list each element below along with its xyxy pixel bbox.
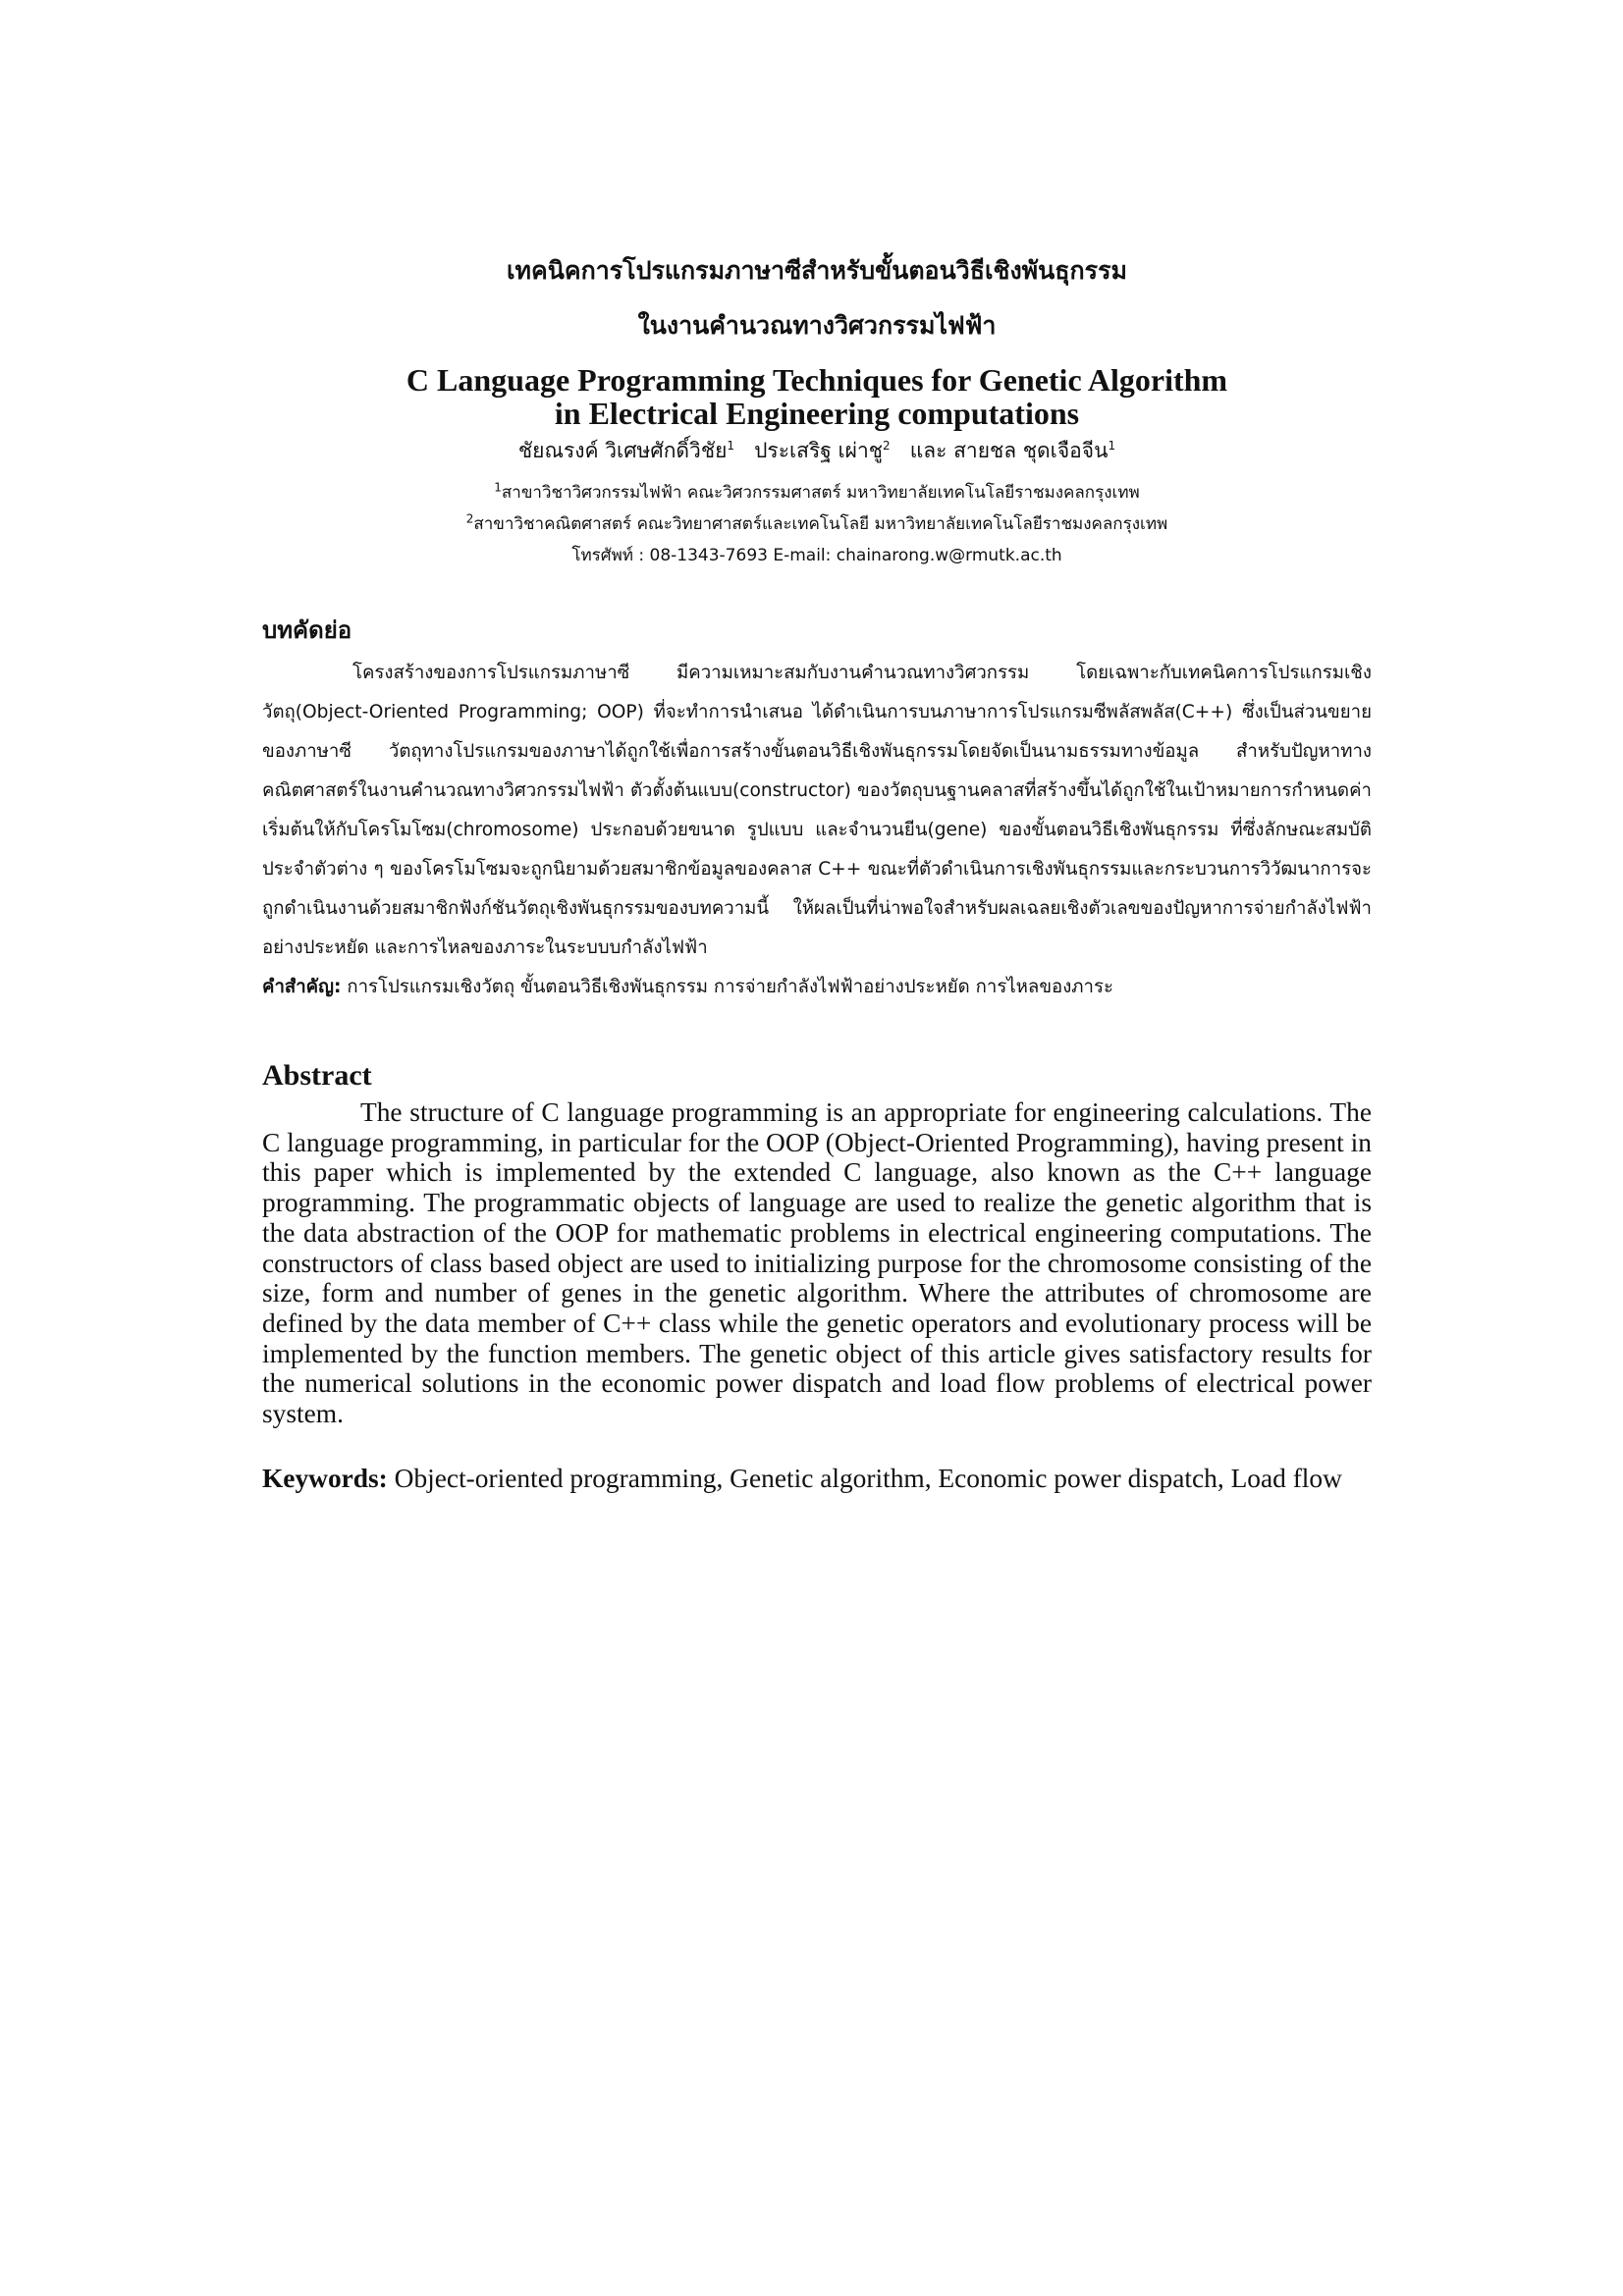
affiliation-2 xyxy=(262,508,1372,540)
thai-abstract-heading: บทคัดย่อ xyxy=(262,616,352,644)
affiliation-number: 1 xyxy=(494,480,502,495)
author-affiliation-mark: 2 xyxy=(883,439,891,453)
affiliation-text: สาขาวิชาคณิตศาสตร์ คณะวิทยาศาสตร์และเทคโนโลยี มหาวิทยาลัยเทคโนโลยีราชมงคลกรุงเทพ xyxy=(473,514,1168,534)
english-abstract-heading: Abstract xyxy=(262,1059,372,1092)
thai-title-line-2: ในงานคำนวณทางวิศวกรรมไฟฟ้า xyxy=(637,311,997,340)
affiliation-number: 2 xyxy=(465,511,474,526)
affiliation-text: สาขาวิชาวิศวกรรมไฟฟ้า คณะวิศวกรรมศาสตร์ มหาวิทยาลัยเทคโนโลยีราชมงคลกรุงเทพ xyxy=(501,483,1140,503)
author-affiliation-mark: 1 xyxy=(727,439,735,453)
thai-keywords-text: การโปรแกรมเชิงวัตถุ ขั้นตอนวิธีเชิงพันธุกรรม การจ่ายกำลังไฟฟ้าอย่างประหยัด การไหลของภาระ xyxy=(347,977,1113,997)
english-keywords-label: Keywords: xyxy=(262,1463,388,1493)
author-name: ชัยณรงค์ วิเศษศักดิ์วิชัย xyxy=(517,439,728,462)
english-keywords xyxy=(262,1463,1372,1494)
english-title-line-1: C Language Programming Techniques for Genetic Algorithm xyxy=(406,362,1228,398)
english-keywords-text: Object-oriented programming, Genetic algorithm, Economic power dispatch, Load flow xyxy=(394,1463,1342,1493)
contact-info: โทรศัพท์ : 08-1343-7693 E-mail: chainarong.w@rmutk.ac.th xyxy=(571,546,1062,565)
author-conjunction: และ xyxy=(909,439,947,462)
thai-abstract-body: โครงสร้างของการโปรแกรมภาษาซี มีความเหมาะสมกับงานคำนวณทางวิศวกรรม โดยเฉพาะกับเทคนิคการโปรแกรมเชิงวัตถุ(Object-Oriented Programming; OOP) ที่จะทำการนำเสนอ ได้ดำเนินการบนภาษาการโปรแกรมซีพลัสพลัส(C++) ซึ่งเป็นส่วนขยายของภาษาซี วัตถุทางโปรแกรมของภาษาได้ถูกใช้เพื่อการสร้างขั้นตอนวิธีเชิงพันธุกรรมโดยจัดเป็นนามธรรมทางข้อมูล สำหรับปัญหาทางคณิตศาสตร์ในงานคำนวณทางวิศวกรรมไฟฟ้า ตัวตั้งต้นแบบ(constructor) ของวัตถุบนฐานคลาสที่สร้างขึ้นได้ถูกใช้ในเป้าหมายการกำหนดค่าเริ่มต้นให้กับโครโมโซม(chromosome) ประกอบด้วยขนาด รูปแบบ และจำนวนยีน(gene) ของขั้นตอนวิธีเชิงพันธุกรรม ที่ซึ่งลักษณะสมบัติประจำตัวต่าง ๆ ของโครโมโซมจะถูกนิยามด้วยสมาชิกข้อมูลของคลาส C++ ขณะที่ตัวดำเนินการเชิงพันธุกรรมและกระบวนการวิวัฒนาการจะถูกดำเนินงานด้วยสมาชิกฟังก์ชันวัตถุเชิงพันธุกรรมของบทความนี้ ให้ผลเป็นที่น่าพอใจสำหรับผลเฉลยเชิงตัวเลขของปัญหาการจ่ายกำลังไฟฟ้าอย่างประหยัด และการไหลของภาระในระบบบกำลังไฟฟ้า xyxy=(262,663,1372,958)
author-name: สายชล ชุดเจือจีน xyxy=(953,439,1109,462)
affiliation-1 xyxy=(262,477,1372,508)
author-affiliation-mark: 1 xyxy=(1108,439,1116,453)
thai-title-line-1: เทคนิคการโปรแกรมภาษาซีสำหรับขั้นตอนวิธีเชิงพันธุกรรม xyxy=(507,256,1127,285)
author-list xyxy=(262,432,1372,469)
thai-keywords-label: คำสำคัญ: xyxy=(262,977,342,997)
english-abstract-body: The structure of C language programming is an appropriate for engineering calculations. The C language programming, in particular for the OOP (Object-Oriented Programming), having present in this paper which is implemented by the extended C language, also known as the C++ language programming. The programmatic objects of language are used to realize the genetic algorithm that is the data abstraction of the OOP for mathematic problems in electrical engineering computations. The constructors of class based object are used to initializing purpose for the chromosome consisting of the size, form and number of genes in the genetic algorithm. Where the attributes of chromosome are defined by the data member of C++ class while the genetic operators and evolutionary process will be implemented by the function members. The genetic object of this article gives satisfactory results for the numerical solutions in the economic power dispatch and load flow problems of electrical power system. xyxy=(262,1097,1372,1429)
author-name: ประเสริฐ เผ่าชู xyxy=(754,439,884,462)
paper-content xyxy=(262,243,1372,1494)
thai-keywords xyxy=(262,968,1372,1007)
english-title-line-2: in Electrical Engineering computations xyxy=(554,396,1080,431)
